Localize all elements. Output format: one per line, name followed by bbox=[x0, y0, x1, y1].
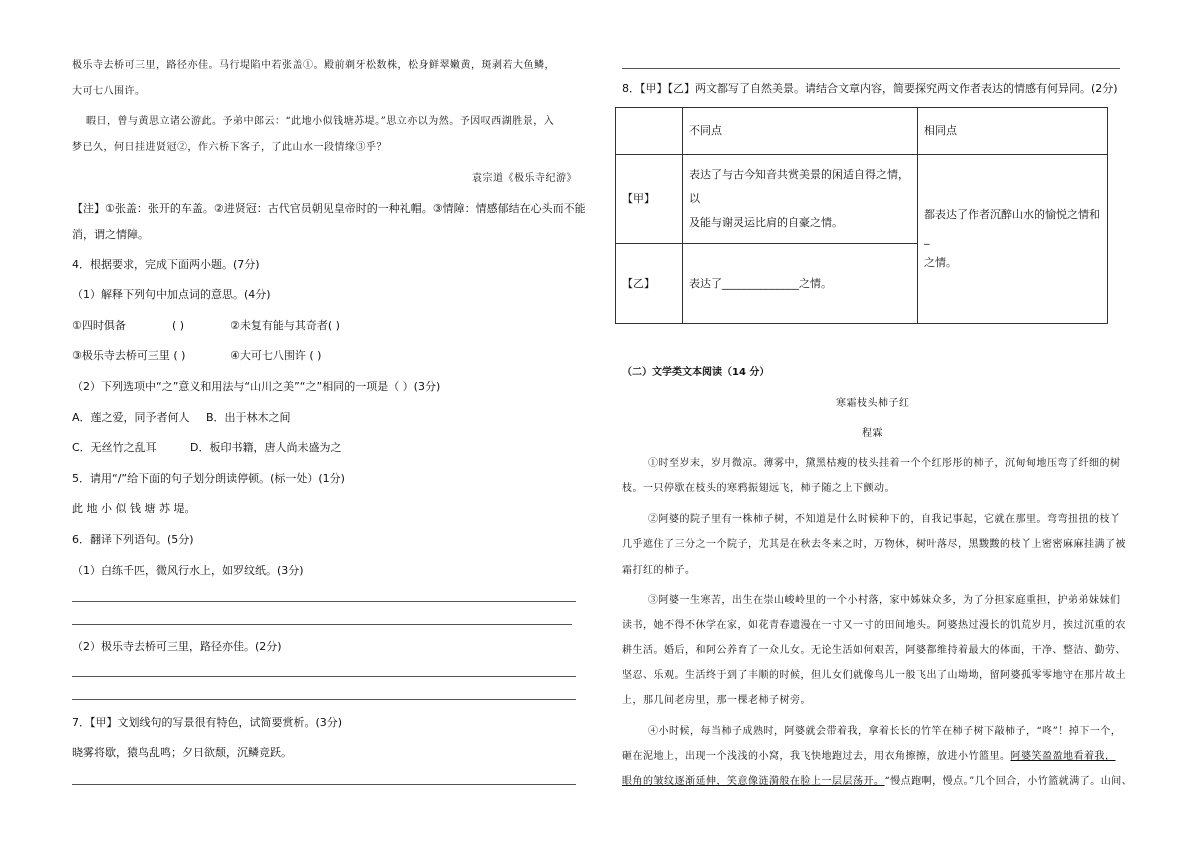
story-p3-line-4: 坚忍、乐观。生活终于到了丰顺的时候，但儿女们就像鸟儿一般飞出了山坳坳，留阿婆孤零零地守在那片故土 bbox=[622, 670, 1126, 681]
table-header-diff: 不同点 bbox=[683, 108, 918, 155]
question-4-2: （2）下列选项中“之”意义和用法与“山川之美”“之”相同的一项是（ ）(3分) bbox=[72, 380, 441, 393]
question-7: 7．【甲】文划线句的写景很有特色，试简要赏析。(3分) bbox=[72, 716, 343, 729]
q4-1-item-c: ③极乐寺去桥可三里 ( ) bbox=[72, 349, 186, 362]
jia-diff-line-2: 及能与谢灵运比肩的自豪之情。 bbox=[689, 216, 843, 229]
question-7-sentence: 晓雾将歇，猿鸟乱鸣；夕日欲颓，沉鳞竞跃。 bbox=[72, 746, 292, 759]
passage-yi-line-2: 大可七八围许。 bbox=[72, 86, 146, 97]
answer-line[interactable] bbox=[72, 676, 576, 677]
underlined-sentence: 阿婆笑盈盈地看着我， bbox=[1010, 751, 1116, 762]
question-4-1: （1）解释下列句中加点词的意思。(4分) bbox=[72, 288, 271, 301]
story-title: 寒霜枝头柿子红 bbox=[836, 398, 910, 409]
answer-line[interactable] bbox=[72, 699, 576, 700]
q4-2-option-c: C．无丝竹之乱耳 bbox=[72, 441, 157, 454]
passage-yi-line-4: 梦已久，何日挂进贤冠②，作六桥下客子，了此山水一段情缘③乎？ bbox=[72, 142, 387, 153]
table-header-same: 相同点 bbox=[918, 108, 1108, 155]
jia-diff-line-1: 表达了与古今知音共赏美景的闲适自得之情，以 bbox=[689, 168, 909, 205]
comparison-table bbox=[615, 107, 1108, 324]
story-p4-line-3-plain: “慢点跑啊，慢点。”几个回合，小竹篮就满了。山间、 bbox=[884, 776, 1133, 787]
story-p4-line-3 bbox=[622, 775, 1132, 789]
story-p3-line-3: 耕生活。婚后，和阿公养育了一众儿女。无论生活如何艰苦，阿婆都维持着最大的体面，干净、整洁、勤劳、 bbox=[622, 645, 1126, 656]
question-5-sentence: 此 地 小 似 钱 塘 苏 堤。 bbox=[72, 502, 196, 515]
table-same-cell bbox=[918, 155, 1108, 324]
story-p2-line-1: ②阿婆的院子里有一株柿子树，不知道是什么时候种下的，自我记事起，它就在那里。弯弯扭扭的枝丫 bbox=[648, 514, 1121, 525]
passage-yi-line-1: 极乐寺去桥可三里，路径亦佳。马行堤陷中若张盖①。殿前剃牙松数株，松身鲜翠嫩黄，斑剥若大鱼鳞， bbox=[72, 60, 555, 71]
story-p2-line-3: 霜打红的柿子。 bbox=[622, 565, 696, 576]
passage-source: 袁宗道《极乐寺纪游》 bbox=[472, 173, 577, 184]
story-p3-line-2: 读书，她不得不休学在家，如花青春遗漫在一寸又一寸的田间地头。阿婆热过漫长的饥荒岁月，挨过沉重的农 bbox=[622, 620, 1126, 631]
story-p4-line-1: ④小时候，每当柿子成熟时，阿婆就会带着我，拿着长长的竹竿在柿子树下敲柿子，“咚”！掉下一个， bbox=[648, 726, 1122, 737]
answer-line[interactable] bbox=[72, 784, 576, 785]
q4-1-item-a-blank[interactable]: ( ) bbox=[172, 319, 185, 332]
question-4: 4．根据要求，完成下面两小题。(7分) bbox=[72, 258, 260, 271]
section-2-heading: （二）文学类文本阅读（14 分） bbox=[622, 367, 770, 378]
question-6-1: （1）白练千匹，微风行水上，如罗纹纸。(3分) bbox=[72, 564, 304, 577]
story-p4-line-2-plain: 砸在泥地上，出现一个浅浅的小窝，我飞快地跑过去，用衣角擦擦，放进小竹篮里。 bbox=[622, 751, 1011, 762]
note-line-1: 【注】①张盖：张开的车盖。②进贤冠：古代官员朝见皇帝时的一种礼帽。③情障：情感郁结在心头而不能 bbox=[72, 202, 586, 215]
same-line-1: 都表达了作者沉醉山水的愉悦之情和_ bbox=[924, 208, 1100, 245]
note-line-2: 消，谓之情障。 bbox=[72, 228, 149, 241]
table-corner-cell bbox=[616, 108, 683, 155]
question-5: 5．请用“/”给下面的句子划分朗读停顿。(标一处）(1分) bbox=[72, 472, 345, 485]
table-row-jia-label: 【甲】 bbox=[616, 155, 683, 244]
question-6: 6．翻译下列语句。(5分) bbox=[72, 533, 194, 546]
story-p2-line-2: 几乎遮住了三分之一个院子，尤其是在秋去冬来之时，万物休，树叶落尽，黑黢黢的枝丫上密密麻麻挂满了被 bbox=[622, 539, 1126, 550]
table-row-jia-diff bbox=[683, 155, 918, 244]
yi-diff-prefix: 表达了 bbox=[689, 276, 722, 290]
story-p3-line-5: 上，那几间老房里，那一棵老柿子树旁。 bbox=[622, 695, 811, 706]
answer-line[interactable] bbox=[72, 601, 576, 602]
q4-2-option-d: D．板印书籍，唐人尚未盛为之 bbox=[190, 441, 342, 454]
story-p3-line-1: ③阿婆一生寒苦，出生在崇山峻岭里的一个小村落，家中姊妹众多，为了分担家庭重担，护弟弟妹妹们 bbox=[648, 595, 1121, 606]
underlined-sentence: 眼角的皱纹逐渐延伸，笑意像涟漪般在脸上一层层荡开。 bbox=[622, 776, 885, 787]
q4-1-item-b: ②未复有能与其奇者( ) bbox=[230, 319, 340, 332]
same-line-2: 之情。 bbox=[924, 256, 957, 269]
story-p4-line-2 bbox=[622, 750, 1116, 764]
q4-1-item-a: ①四时俱备 bbox=[72, 319, 126, 332]
answer-line[interactable] bbox=[72, 624, 572, 625]
table-row-yi-diff bbox=[683, 244, 918, 324]
story-author: 程霖 bbox=[862, 428, 883, 439]
top-divider bbox=[622, 68, 1120, 69]
yi-diff-blank[interactable]: ______________ bbox=[722, 276, 799, 290]
q4-2-option-b: B．出于林木之间 bbox=[206, 411, 291, 424]
yi-diff-suffix: 之情。 bbox=[799, 276, 832, 290]
passage-yi-line-3: 暇日，曾与黄思立诸公游此。予弟中郎云：“此地小似钱塘苏堤。”思立亦以为然。予因叹西湖胜景，入 bbox=[86, 116, 555, 127]
table-row-yi-label: 【乙】 bbox=[616, 244, 683, 324]
question-8: 8．【甲】【乙】两文都写了自然美景。请结合文章内容，简要探究两文作者表达的情感有何异同。(2分) bbox=[622, 82, 1118, 95]
story-p1-line-1: ①时至岁末，岁月微凉。薄雾中，黛黑枯瘦的枝头挂着一个个红彤彤的柿子，沉甸甸地压弯了纤细的树 bbox=[648, 458, 1121, 469]
q4-1-item-d: ④大可七八围许 ( ) bbox=[230, 349, 322, 362]
story-p1-line-2: 枝。一只停歇在枝头的寒鸦振翅远飞，柿子随之上下颤动。 bbox=[622, 483, 895, 494]
question-6-2: （2）极乐寺去桥可三里，路径亦佳。(2分) bbox=[72, 640, 282, 653]
q4-2-option-a: A．莲之爱，同予者何人 bbox=[72, 411, 190, 424]
